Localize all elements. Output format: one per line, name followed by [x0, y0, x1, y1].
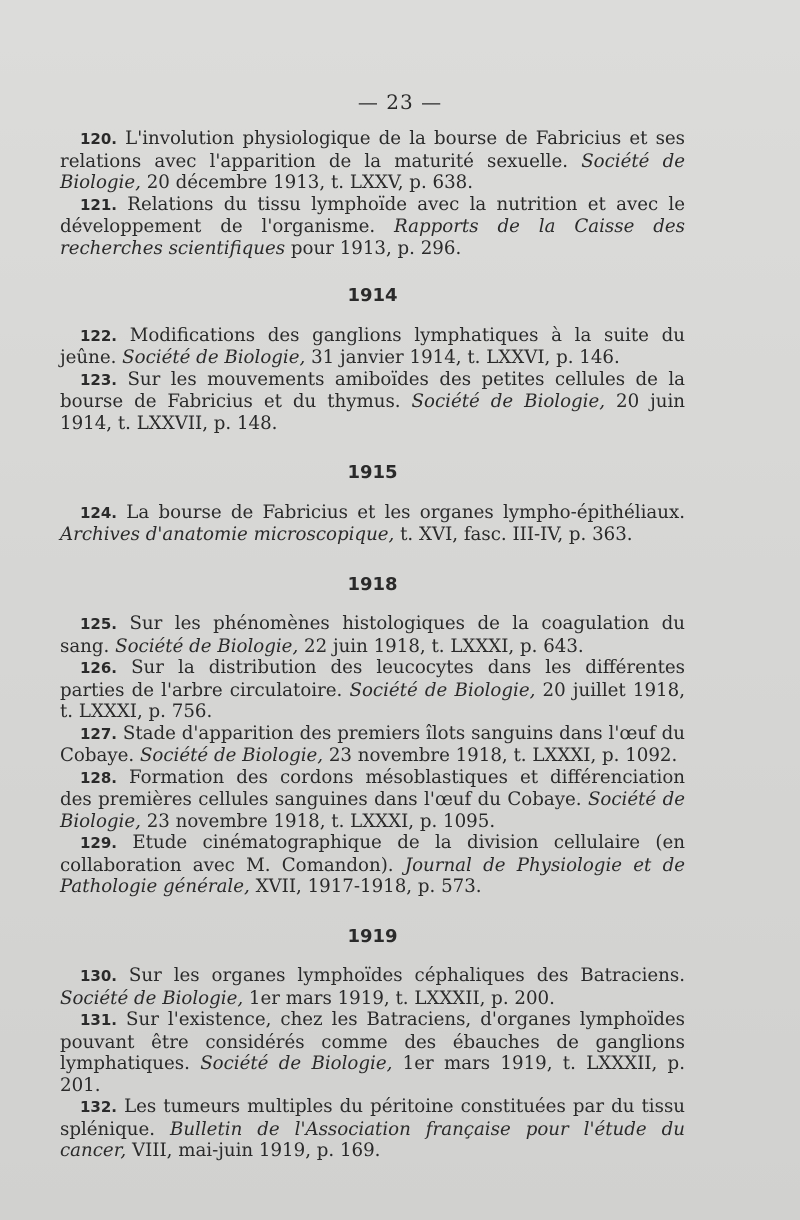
bibliography-entry-129: [60, 832, 685, 898]
year-heading-1918: 1918: [347, 573, 398, 595]
entry-citation: 23 novembre 1918, t. LXXXI, p. 1092.: [323, 745, 678, 766]
entry-number: 125.: [80, 615, 118, 633]
entry-title: Sur les organes lymphoïdes céphaliques des Batraciens.: [117, 965, 685, 986]
entry-number: 131.: [80, 1011, 118, 1029]
bibliography-entry-121: [60, 194, 685, 260]
bibliography-entry-131: [60, 1009, 685, 1096]
entry-number: 123.: [80, 370, 118, 389]
year-heading-1919: 1919: [347, 925, 398, 947]
entry-source: Journal de Physiologie et de Pathologie générale,: [60, 854, 685, 897]
entry-title: L'involution physiologique de la bourse de Fabricius et ses relations avec l'apparition de la maturité sexuelle.: [60, 128, 685, 172]
bibliography-entry-126: [60, 657, 685, 723]
entry-title: Formation des cordons mésoblastiques et différenciation des premières cellules sanguines dans l'œuf du Cobaye.: [60, 766, 685, 810]
entry-source: Rapports de la Caisse des recherches scientifiques: [60, 216, 685, 259]
entry-source: Société de Biologie,: [115, 635, 299, 657]
bibliography-entry-130: [60, 965, 685, 1009]
entry-source: Société de Biologie,: [60, 789, 685, 832]
bibliography-entry-125: [60, 613, 685, 657]
entry-title: Sur l'existence, chez les Batraciens, d'organes lymphoïdes pouvant être considérés comme des ébauches de ganglions lymphatiques.: [60, 1009, 685, 1074]
entry-number: 129.: [80, 834, 118, 852]
entry-number: 124.: [80, 503, 118, 522]
entry-title: Relations du tissu lymphoïde avec la nutrition et avec le développement de l'organisme.: [60, 193, 685, 237]
entry-citation: 22 juin 1918, t. LXXXI, p. 643.: [298, 635, 584, 657]
entry-title: Stade d'apparition des premiers îlots sanguins dans l'œuf du Cobaye.: [60, 722, 685, 766]
bibliography-entry-122: [60, 325, 685, 369]
entry-citation: pour 1913, p. 296.: [285, 237, 462, 259]
entry-citation: VIII, mai-juin 1919, p. 169.: [126, 1140, 381, 1161]
bibliography-entry-123: [60, 369, 685, 435]
entry-citation: 20 juillet 1918, t. LXXXI, p. 756.: [60, 679, 685, 722]
entry-number: 132.: [80, 1098, 118, 1116]
entry-title: Modifications des ganglions lymphatiques à la suite du jeûne.: [60, 324, 685, 368]
entry-citation: 1er mars 1919, t. LXXXII, p. 200.: [243, 987, 555, 1009]
entry-citation: 23 novembre 1918, t. LXXXI, p. 1095.: [140, 810, 496, 832]
entry-number: 130.: [80, 967, 118, 985]
entry-citation: 1er mars 1919, t. LXXXII, p. 201.: [60, 1053, 685, 1096]
entry-title: La bourse de Fabricius et les organes lympho-épithéliaux.: [117, 501, 685, 523]
entry-number: 120.: [80, 130, 118, 148]
bibliography-list: [60, 128, 685, 1162]
entry-source: Société de Biologie,: [200, 1053, 393, 1074]
entry-number: 127.: [80, 724, 118, 743]
entry-title: Sur les phénomènes histologiques de la coagulation du sang.: [60, 613, 685, 657]
entry-source: Société de Biologie,: [139, 745, 324, 766]
entry-citation: 20 juin 1914, t. LXXVII, p. 148.: [60, 391, 686, 434]
entry-source: Société de Biologie,: [411, 391, 606, 412]
page-number: — 23 —: [357, 90, 443, 114]
entry-source: Société de Biologie,: [349, 679, 536, 701]
bibliography-entry-120: [60, 128, 685, 194]
bibliography-entry-127: [60, 723, 685, 767]
entry-number: 128.: [80, 768, 118, 787]
entry-source: Société de Biologie,: [60, 987, 244, 1009]
year-heading-1914: 1914: [347, 285, 398, 306]
entry-citation: XVII, 1917-1918, p. 573.: [249, 876, 482, 897]
bibliography-entry-128: [60, 767, 685, 833]
entry-title: Etude cinématographique de la division cellulaire (en collaboration avec M. Comandon).: [60, 832, 685, 876]
entry-source: Bulletin de l'Association française pour l'étude du cancer,: [60, 1118, 685, 1161]
entry-number: 121.: [80, 195, 118, 214]
entry-title: Les tumeurs multiples du péritoine constituées par du tissu splénique.: [60, 1096, 685, 1140]
entry-source: Archives d'anatomie microscopique,: [60, 524, 395, 545]
entry-source: Société de Biologie,: [60, 150, 686, 193]
entry-title: Sur la distribution des leucocytes dans les différentes parties de l'arbre circulatoire.: [60, 657, 685, 701]
entry-number: 122.: [80, 326, 118, 345]
entry-title: Sur les mouvements amiboïdes des petites cellules de la bourse de Fabricius et du thymus.: [60, 368, 685, 412]
bibliography-entry-124: [60, 502, 685, 546]
entry-citation: 20 décembre 1913, t. LXXV, p. 638.: [140, 172, 474, 193]
entry-number: 126.: [80, 659, 118, 677]
entry-source: Société de Biologie,: [122, 347, 306, 368]
entry-citation: 31 janvier 1914, t. LXXVI, p. 146.: [305, 347, 620, 368]
bibliography-entry-132: [60, 1096, 685, 1162]
year-heading-1915: 1915: [347, 462, 398, 483]
entry-citation: t. XVI, fasc. III-IV, p. 363.: [394, 524, 633, 545]
